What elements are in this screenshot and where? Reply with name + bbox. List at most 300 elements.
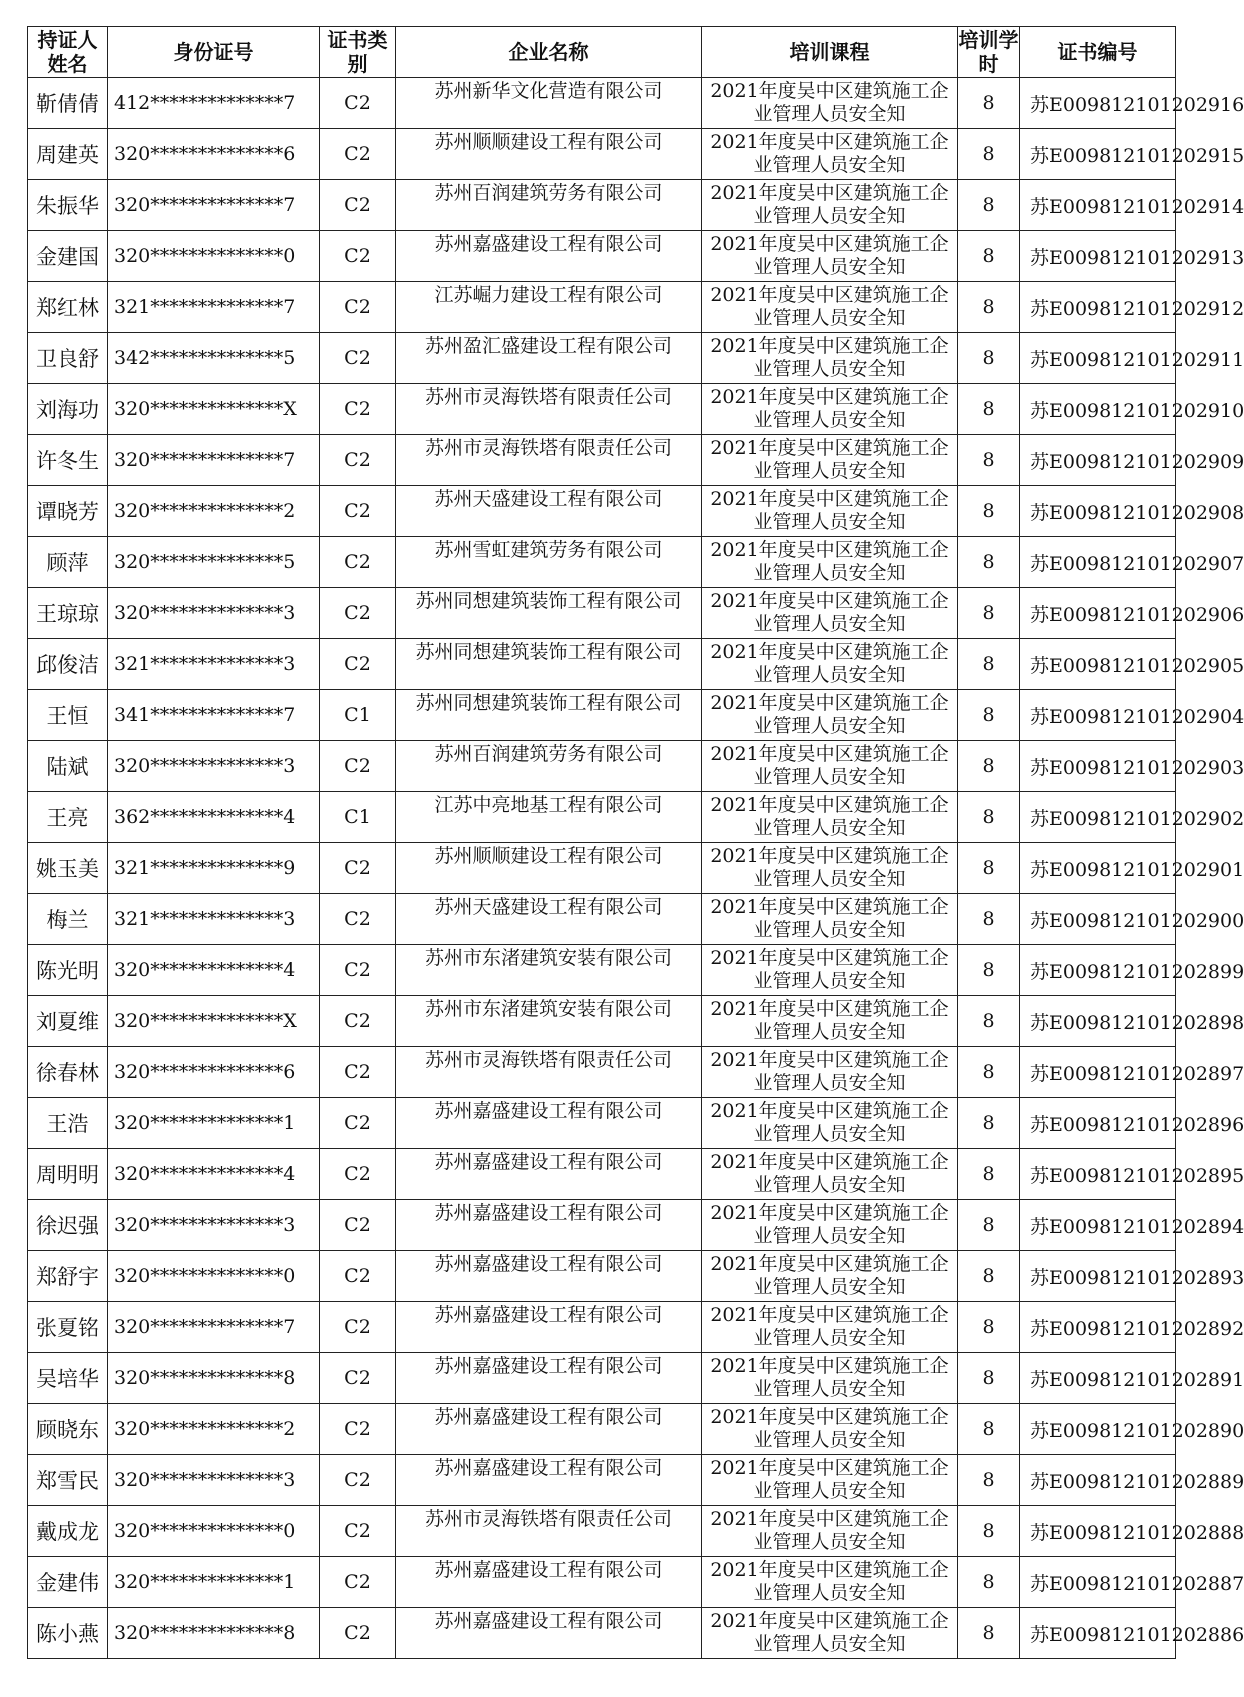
table-row [28, 996, 1176, 1047]
cert-type-cell: C2 [320, 231, 396, 282]
cert-type-cell: C2 [320, 180, 396, 231]
holder-name-cell: 吴培华 [28, 1353, 108, 1404]
course-cell [702, 537, 958, 588]
cert-number-cell: 苏E009812101202903 [1020, 741, 1176, 792]
course-cell [702, 435, 958, 486]
holder-name-cell: 王亮 [28, 792, 108, 843]
hours-cell: 8 [958, 231, 1020, 282]
company-cell [396, 384, 702, 435]
cert-number-cell: 苏E009812101202895 [1020, 1149, 1176, 1200]
table-row [28, 384, 1176, 435]
cert-number-cell: 苏E009812101202907 [1020, 537, 1176, 588]
company-cell [396, 1455, 702, 1506]
cert-number-cell: 苏E009812101202887 [1020, 1557, 1176, 1608]
course-cell [702, 1200, 958, 1251]
company-cell-text: 苏州市灵海铁塔有限责任公司 [424, 437, 672, 459]
hours-cell: 8 [958, 435, 1020, 486]
cert-number-cell: 苏E009812101202899 [1020, 945, 1176, 996]
course-cell [702, 639, 958, 690]
cert-type-cell: C2 [320, 843, 396, 894]
company-cell-text: 苏州嘉盛建设工程有限公司 [434, 233, 663, 255]
company-cell [396, 1200, 702, 1251]
cert-type-cell: C2 [320, 1608, 396, 1659]
course-cell-text: 2021年度吴中区建筑施工企业管理人员安全知 [710, 1151, 949, 1196]
company-cell-text: 苏州百润建筑劳务有限公司 [434, 182, 663, 204]
company-cell [396, 945, 702, 996]
cert-type-cell: C2 [320, 639, 396, 690]
table-row [28, 231, 1176, 282]
id-number-cell: 342**************5 [108, 333, 320, 384]
cert-type-cell: C2 [320, 1455, 396, 1506]
company-cell [396, 894, 702, 945]
cert-number-cell: 苏E009812101202911 [1020, 333, 1176, 384]
holder-name-cell: 顾晓东 [28, 1404, 108, 1455]
course-cell-text: 2021年度吴中区建筑施工企业管理人员安全知 [710, 284, 949, 329]
id-number-cell: 320**************8 [108, 1608, 320, 1659]
cert-number-cell: 苏E009812101202912 [1020, 282, 1176, 333]
company-cell [396, 231, 702, 282]
cert-number-cell: 苏E009812101202901 [1020, 843, 1176, 894]
course-cell-text: 2021年度吴中区建筑施工企业管理人员安全知 [710, 896, 949, 941]
company-cell-text: 苏州嘉盛建设工程有限公司 [434, 1559, 663, 1581]
cert-type-cell: C2 [320, 384, 396, 435]
id-number-cell: 320**************3 [108, 741, 320, 792]
header-cert-no: 证书编号 [1020, 27, 1176, 78]
holder-name-cell: 戴成龙 [28, 1506, 108, 1557]
cert-type-cell: C2 [320, 1251, 396, 1302]
course-cell [702, 1353, 958, 1404]
course-cell [702, 333, 958, 384]
id-number-cell: 320**************2 [108, 486, 320, 537]
holder-name-cell: 刘夏维 [28, 996, 108, 1047]
company-cell [396, 486, 702, 537]
holder-name-cell: 许冬生 [28, 435, 108, 486]
company-cell [396, 1047, 702, 1098]
table-row [28, 1608, 1176, 1659]
table-row [28, 1302, 1176, 1353]
course-cell-text: 2021年度吴中区建筑施工企业管理人员安全知 [710, 437, 949, 482]
company-cell-text: 苏州嘉盛建设工程有限公司 [434, 1406, 663, 1428]
hours-cell: 8 [958, 945, 1020, 996]
company-cell [396, 1353, 702, 1404]
cert-number-cell: 苏E009812101202894 [1020, 1200, 1176, 1251]
course-cell [702, 843, 958, 894]
company-cell-text: 苏州嘉盛建设工程有限公司 [434, 1202, 663, 1224]
course-cell-text: 2021年度吴中区建筑施工企业管理人员安全知 [710, 692, 949, 737]
company-cell [396, 1251, 702, 1302]
course-cell [702, 792, 958, 843]
course-cell-text: 2021年度吴中区建筑施工企业管理人员安全知 [710, 1610, 949, 1655]
table-row [28, 1149, 1176, 1200]
holder-name-cell: 顾萍 [28, 537, 108, 588]
hours-cell: 8 [958, 1047, 1020, 1098]
holder-name-cell: 陆斌 [28, 741, 108, 792]
cert-number-cell: 苏E009812101202893 [1020, 1251, 1176, 1302]
hours-cell: 8 [958, 1098, 1020, 1149]
course-cell [702, 1506, 958, 1557]
course-cell-text: 2021年度吴中区建筑施工企业管理人员安全知 [710, 1457, 949, 1502]
hours-cell: 8 [958, 129, 1020, 180]
id-number-cell: 321**************7 [108, 282, 320, 333]
cert-type-cell: C1 [320, 690, 396, 741]
company-cell-text: 苏州嘉盛建设工程有限公司 [434, 1355, 663, 1377]
hours-cell: 8 [958, 690, 1020, 741]
company-cell-text: 苏州天盛建设工程有限公司 [434, 896, 663, 918]
id-number-cell: 362**************4 [108, 792, 320, 843]
course-cell [702, 180, 958, 231]
cert-type-cell: C2 [320, 537, 396, 588]
course-cell-text: 2021年度吴中区建筑施工企业管理人员安全知 [710, 641, 949, 686]
company-cell-text: 苏州嘉盛建设工程有限公司 [434, 1457, 663, 1479]
company-cell-text: 苏州同想建筑装饰工程有限公司 [415, 590, 682, 612]
cert-type-cell: C2 [320, 1098, 396, 1149]
cert-type-cell: C2 [320, 588, 396, 639]
company-cell [396, 1404, 702, 1455]
company-cell-text: 苏州市灵海铁塔有限责任公司 [424, 1508, 672, 1530]
company-cell-text: 苏州同想建筑装饰工程有限公司 [415, 641, 682, 663]
hours-cell: 8 [958, 78, 1020, 129]
company-cell [396, 180, 702, 231]
company-cell [396, 792, 702, 843]
company-cell-text: 苏州市灵海铁塔有限责任公司 [424, 1049, 672, 1071]
hours-cell: 8 [958, 792, 1020, 843]
holder-name-cell: 郑红林 [28, 282, 108, 333]
table-row [28, 1455, 1176, 1506]
cert-type-cell: C2 [320, 1200, 396, 1251]
company-cell [396, 996, 702, 1047]
id-number-cell: 320**************7 [108, 1302, 320, 1353]
cert-type-cell: C2 [320, 1302, 396, 1353]
certificate-list [27, 26, 1244, 1659]
id-number-cell: 320**************6 [108, 1047, 320, 1098]
table-row [28, 1251, 1176, 1302]
cert-type-cell: C2 [320, 1506, 396, 1557]
course-cell-text: 2021年度吴中区建筑施工企业管理人员安全知 [710, 488, 949, 533]
holder-name-cell: 王浩 [28, 1098, 108, 1149]
cert-number-cell: 苏E009812101202916 [1020, 78, 1176, 129]
header-company: 企业名称 [396, 27, 702, 78]
cert-type-cell: C1 [320, 792, 396, 843]
company-cell-text: 江苏中亮地基工程有限公司 [434, 794, 663, 816]
cert-type-cell: C2 [320, 282, 396, 333]
hours-cell: 8 [958, 180, 1020, 231]
id-number-cell: 320**************0 [108, 231, 320, 282]
id-number-cell: 320**************3 [108, 588, 320, 639]
company-cell [396, 1608, 702, 1659]
table-row [28, 1200, 1176, 1251]
course-cell [702, 1455, 958, 1506]
company-cell-text: 苏州百润建筑劳务有限公司 [434, 743, 663, 765]
id-number-cell: 321**************3 [108, 639, 320, 690]
holder-name-cell: 徐迟强 [28, 1200, 108, 1251]
company-cell-text: 苏州雪虹建筑劳务有限公司 [434, 539, 663, 561]
holder-name-cell: 金建国 [28, 231, 108, 282]
company-cell [396, 1557, 702, 1608]
course-cell [702, 1404, 958, 1455]
company-cell [396, 435, 702, 486]
table-row [28, 690, 1176, 741]
cert-number-cell: 苏E009812101202897 [1020, 1047, 1176, 1098]
course-cell [702, 1302, 958, 1353]
holder-name-cell: 姚玉美 [28, 843, 108, 894]
holder-name-cell: 郑雪民 [28, 1455, 108, 1506]
table-row [28, 945, 1176, 996]
company-cell-text: 苏州嘉盛建设工程有限公司 [434, 1253, 663, 1275]
company-cell [396, 537, 702, 588]
company-cell-text: 苏州市灵海铁塔有限责任公司 [424, 386, 672, 408]
cert-type-cell: C2 [320, 486, 396, 537]
table-row [28, 1047, 1176, 1098]
course-cell [702, 282, 958, 333]
hours-cell: 8 [958, 1404, 1020, 1455]
course-cell-text: 2021年度吴中区建筑施工企业管理人员安全知 [710, 131, 949, 176]
table-header [28, 27, 1176, 78]
cert-number-cell: 苏E009812101202909 [1020, 435, 1176, 486]
course-cell-text: 2021年度吴中区建筑施工企业管理人员安全知 [710, 539, 949, 584]
id-number-cell: 321**************9 [108, 843, 320, 894]
cert-number-cell: 苏E009812101202908 [1020, 486, 1176, 537]
company-cell-text: 苏州顺顺建设工程有限公司 [434, 845, 663, 867]
hours-cell: 8 [958, 1455, 1020, 1506]
company-cell-text: 苏州顺顺建设工程有限公司 [434, 131, 663, 153]
hours-cell: 8 [958, 843, 1020, 894]
holder-name-cell: 郑舒宇 [28, 1251, 108, 1302]
course-cell-text: 2021年度吴中区建筑施工企业管理人员安全知 [710, 335, 949, 380]
hours-cell: 8 [958, 384, 1020, 435]
table-row [28, 1404, 1176, 1455]
header-cert-type: 证书类别 [320, 27, 396, 78]
company-cell [396, 1098, 702, 1149]
id-number-cell: 320**************X [108, 996, 320, 1047]
table-row [28, 180, 1176, 231]
cert-type-cell: C2 [320, 1353, 396, 1404]
table-row [28, 843, 1176, 894]
header-row [28, 27, 1176, 78]
id-number-cell: 320**************1 [108, 1557, 320, 1608]
cert-type-cell: C2 [320, 1404, 396, 1455]
course-cell [702, 1557, 958, 1608]
hours-cell: 8 [958, 1302, 1020, 1353]
cert-number-cell: 苏E009812101202902 [1020, 792, 1176, 843]
id-number-cell: 320**************7 [108, 180, 320, 231]
cert-number-cell: 苏E009812101202900 [1020, 894, 1176, 945]
course-cell [702, 1608, 958, 1659]
table-row [28, 282, 1176, 333]
holder-name-cell: 王恒 [28, 690, 108, 741]
company-cell [396, 690, 702, 741]
holder-name-cell: 张夏铭 [28, 1302, 108, 1353]
course-cell-text: 2021年度吴中区建筑施工企业管理人员安全知 [710, 590, 949, 635]
cert-number-cell: 苏E009812101202892 [1020, 1302, 1176, 1353]
table-row [28, 78, 1176, 129]
id-number-cell: 320**************0 [108, 1251, 320, 1302]
hours-cell: 8 [958, 996, 1020, 1047]
header-id: 身份证号 [108, 27, 320, 78]
table-row [28, 1098, 1176, 1149]
id-number-cell: 341**************7 [108, 690, 320, 741]
course-cell-text: 2021年度吴中区建筑施工企业管理人员安全知 [710, 182, 949, 227]
table-row [28, 588, 1176, 639]
course-cell-text: 2021年度吴中区建筑施工企业管理人员安全知 [710, 845, 949, 890]
id-number-cell: 320**************5 [108, 537, 320, 588]
course-cell [702, 894, 958, 945]
id-number-cell: 320**************X [108, 384, 320, 435]
course-cell [702, 945, 958, 996]
cert-number-cell: 苏E009812101202905 [1020, 639, 1176, 690]
company-cell-text: 江苏崛力建设工程有限公司 [434, 284, 663, 306]
hours-cell: 8 [958, 1149, 1020, 1200]
cert-number-cell: 苏E009812101202904 [1020, 690, 1176, 741]
hours-cell: 8 [958, 1353, 1020, 1404]
holder-name-cell: 陈光明 [28, 945, 108, 996]
id-number-cell: 320**************2 [108, 1404, 320, 1455]
company-cell [396, 639, 702, 690]
course-cell [702, 741, 958, 792]
company-cell-text: 苏州嘉盛建设工程有限公司 [434, 1100, 663, 1122]
id-number-cell: 321**************3 [108, 894, 320, 945]
course-cell [702, 78, 958, 129]
holder-name-cell: 邱俊洁 [28, 639, 108, 690]
cert-type-cell: C2 [320, 333, 396, 384]
course-cell-text: 2021年度吴中区建筑施工企业管理人员安全知 [710, 233, 949, 278]
id-number-cell: 320**************7 [108, 435, 320, 486]
holder-name-cell: 靳倩倩 [28, 78, 108, 129]
course-cell-text: 2021年度吴中区建筑施工企业管理人员安全知 [710, 80, 949, 125]
table-row [28, 333, 1176, 384]
header-course: 培训课程 [702, 27, 958, 78]
course-cell-text: 2021年度吴中区建筑施工企业管理人员安全知 [710, 386, 949, 431]
hours-cell: 8 [958, 588, 1020, 639]
course-cell-text: 2021年度吴中区建筑施工企业管理人员安全知 [710, 1100, 949, 1145]
course-cell [702, 1251, 958, 1302]
holder-name-cell: 梅兰 [28, 894, 108, 945]
course-cell [702, 486, 958, 537]
course-cell [702, 129, 958, 180]
id-number-cell: 320**************8 [108, 1353, 320, 1404]
company-cell-text: 苏州同想建筑装饰工程有限公司 [415, 692, 682, 714]
hours-cell: 8 [958, 894, 1020, 945]
course-cell-text: 2021年度吴中区建筑施工企业管理人员安全知 [710, 743, 949, 788]
cert-type-cell: C2 [320, 129, 396, 180]
cert-number-cell: 苏E009812101202896 [1020, 1098, 1176, 1149]
table-row [28, 537, 1176, 588]
table-row [28, 129, 1176, 180]
holder-name-cell: 卫良舒 [28, 333, 108, 384]
cert-type-cell: C2 [320, 741, 396, 792]
header-hours: 培训学时 [958, 28, 1019, 76]
holder-name-cell: 周明明 [28, 1149, 108, 1200]
company-cell [396, 843, 702, 894]
company-cell [396, 1302, 702, 1353]
holder-name-cell: 谭晓芳 [28, 486, 108, 537]
holder-name-cell: 金建伟 [28, 1557, 108, 1608]
id-number-cell: 320**************6 [108, 129, 320, 180]
course-cell [702, 231, 958, 282]
table-row [28, 639, 1176, 690]
hours-cell: 8 [958, 282, 1020, 333]
course-cell-text: 2021年度吴中区建筑施工企业管理人员安全知 [710, 1253, 949, 1298]
hours-cell: 8 [958, 1506, 1020, 1557]
course-cell-text: 2021年度吴中区建筑施工企业管理人员安全知 [710, 1049, 949, 1094]
holder-name-cell: 王琼琼 [28, 588, 108, 639]
cert-number-cell: 苏E009812101202889 [1020, 1455, 1176, 1506]
company-cell-text: 苏州市东渚建筑安装有限公司 [424, 947, 672, 969]
holder-name-cell: 徐春林 [28, 1047, 108, 1098]
certificate-table [27, 26, 1244, 1659]
holder-name-cell: 刘海功 [28, 384, 108, 435]
cert-type-cell: C2 [320, 945, 396, 996]
cert-type-cell: C2 [320, 435, 396, 486]
company-cell [396, 588, 702, 639]
cert-number-cell: 苏E009812101202906 [1020, 588, 1176, 639]
course-cell-text: 2021年度吴中区建筑施工企业管理人员安全知 [710, 1559, 949, 1604]
company-cell-text: 苏州天盛建设工程有限公司 [434, 488, 663, 510]
hours-cell: 8 [958, 741, 1020, 792]
table-body [28, 78, 1244, 1659]
course-cell [702, 690, 958, 741]
holder-name-cell: 周建英 [28, 129, 108, 180]
id-number-cell: 320**************3 [108, 1200, 320, 1251]
cert-number-cell: 苏E009812101202898 [1020, 996, 1176, 1047]
cert-number-cell: 苏E009812101202886 [1020, 1608, 1176, 1659]
course-cell-text: 2021年度吴中区建筑施工企业管理人员安全知 [710, 947, 949, 992]
course-cell-text: 2021年度吴中区建筑施工企业管理人员安全知 [710, 794, 949, 839]
cert-number-cell: 苏E009812101202888 [1020, 1506, 1176, 1557]
company-cell [396, 741, 702, 792]
holder-name-cell: 朱振华 [28, 180, 108, 231]
table-row [28, 435, 1176, 486]
course-cell-text: 2021年度吴中区建筑施工企业管理人员安全知 [710, 1406, 949, 1451]
header-name: 持证人姓名 [28, 27, 108, 78]
company-cell [396, 129, 702, 180]
company-cell-text: 苏州嘉盛建设工程有限公司 [434, 1151, 663, 1173]
company-cell [396, 333, 702, 384]
id-number-cell: 320**************3 [108, 1455, 320, 1506]
company-cell [396, 1506, 702, 1557]
course-cell [702, 1098, 958, 1149]
cert-type-cell: C2 [320, 1149, 396, 1200]
table-row [28, 741, 1176, 792]
hours-cell: 8 [958, 1557, 1020, 1608]
hours-cell: 8 [958, 639, 1020, 690]
cert-number-cell: 苏E009812101202891 [1020, 1353, 1176, 1404]
course-cell-text: 2021年度吴中区建筑施工企业管理人员安全知 [710, 1508, 949, 1553]
course-cell-text: 2021年度吴中区建筑施工企业管理人员安全知 [710, 1202, 949, 1247]
table-row [28, 1506, 1176, 1557]
course-cell [702, 1149, 958, 1200]
hours-cell: 8 [958, 1608, 1020, 1659]
course-cell [702, 384, 958, 435]
cert-type-cell: C2 [320, 78, 396, 129]
course-cell-text: 2021年度吴中区建筑施工企业管理人员安全知 [710, 1355, 949, 1400]
cert-number-cell: 苏E009812101202915 [1020, 129, 1176, 180]
company-cell-text: 苏州盈汇盛建设工程有限公司 [424, 335, 672, 357]
hours-cell: 8 [958, 1200, 1020, 1251]
hours-cell: 8 [958, 486, 1020, 537]
cert-type-cell: C2 [320, 1047, 396, 1098]
table-row [28, 1353, 1176, 1404]
id-number-cell: 320**************4 [108, 945, 320, 996]
hours-cell: 8 [958, 537, 1020, 588]
id-number-cell: 320**************0 [108, 1506, 320, 1557]
table-row [28, 894, 1176, 945]
cert-type-cell: C2 [320, 894, 396, 945]
company-cell-text: 苏州新华文化营造有限公司 [434, 80, 663, 102]
cert-number-cell: 苏E009812101202910 [1020, 384, 1176, 435]
course-cell [702, 1047, 958, 1098]
course-cell-text: 2021年度吴中区建筑施工企业管理人员安全知 [710, 998, 949, 1043]
company-cell-text: 苏州嘉盛建设工程有限公司 [434, 1610, 663, 1632]
